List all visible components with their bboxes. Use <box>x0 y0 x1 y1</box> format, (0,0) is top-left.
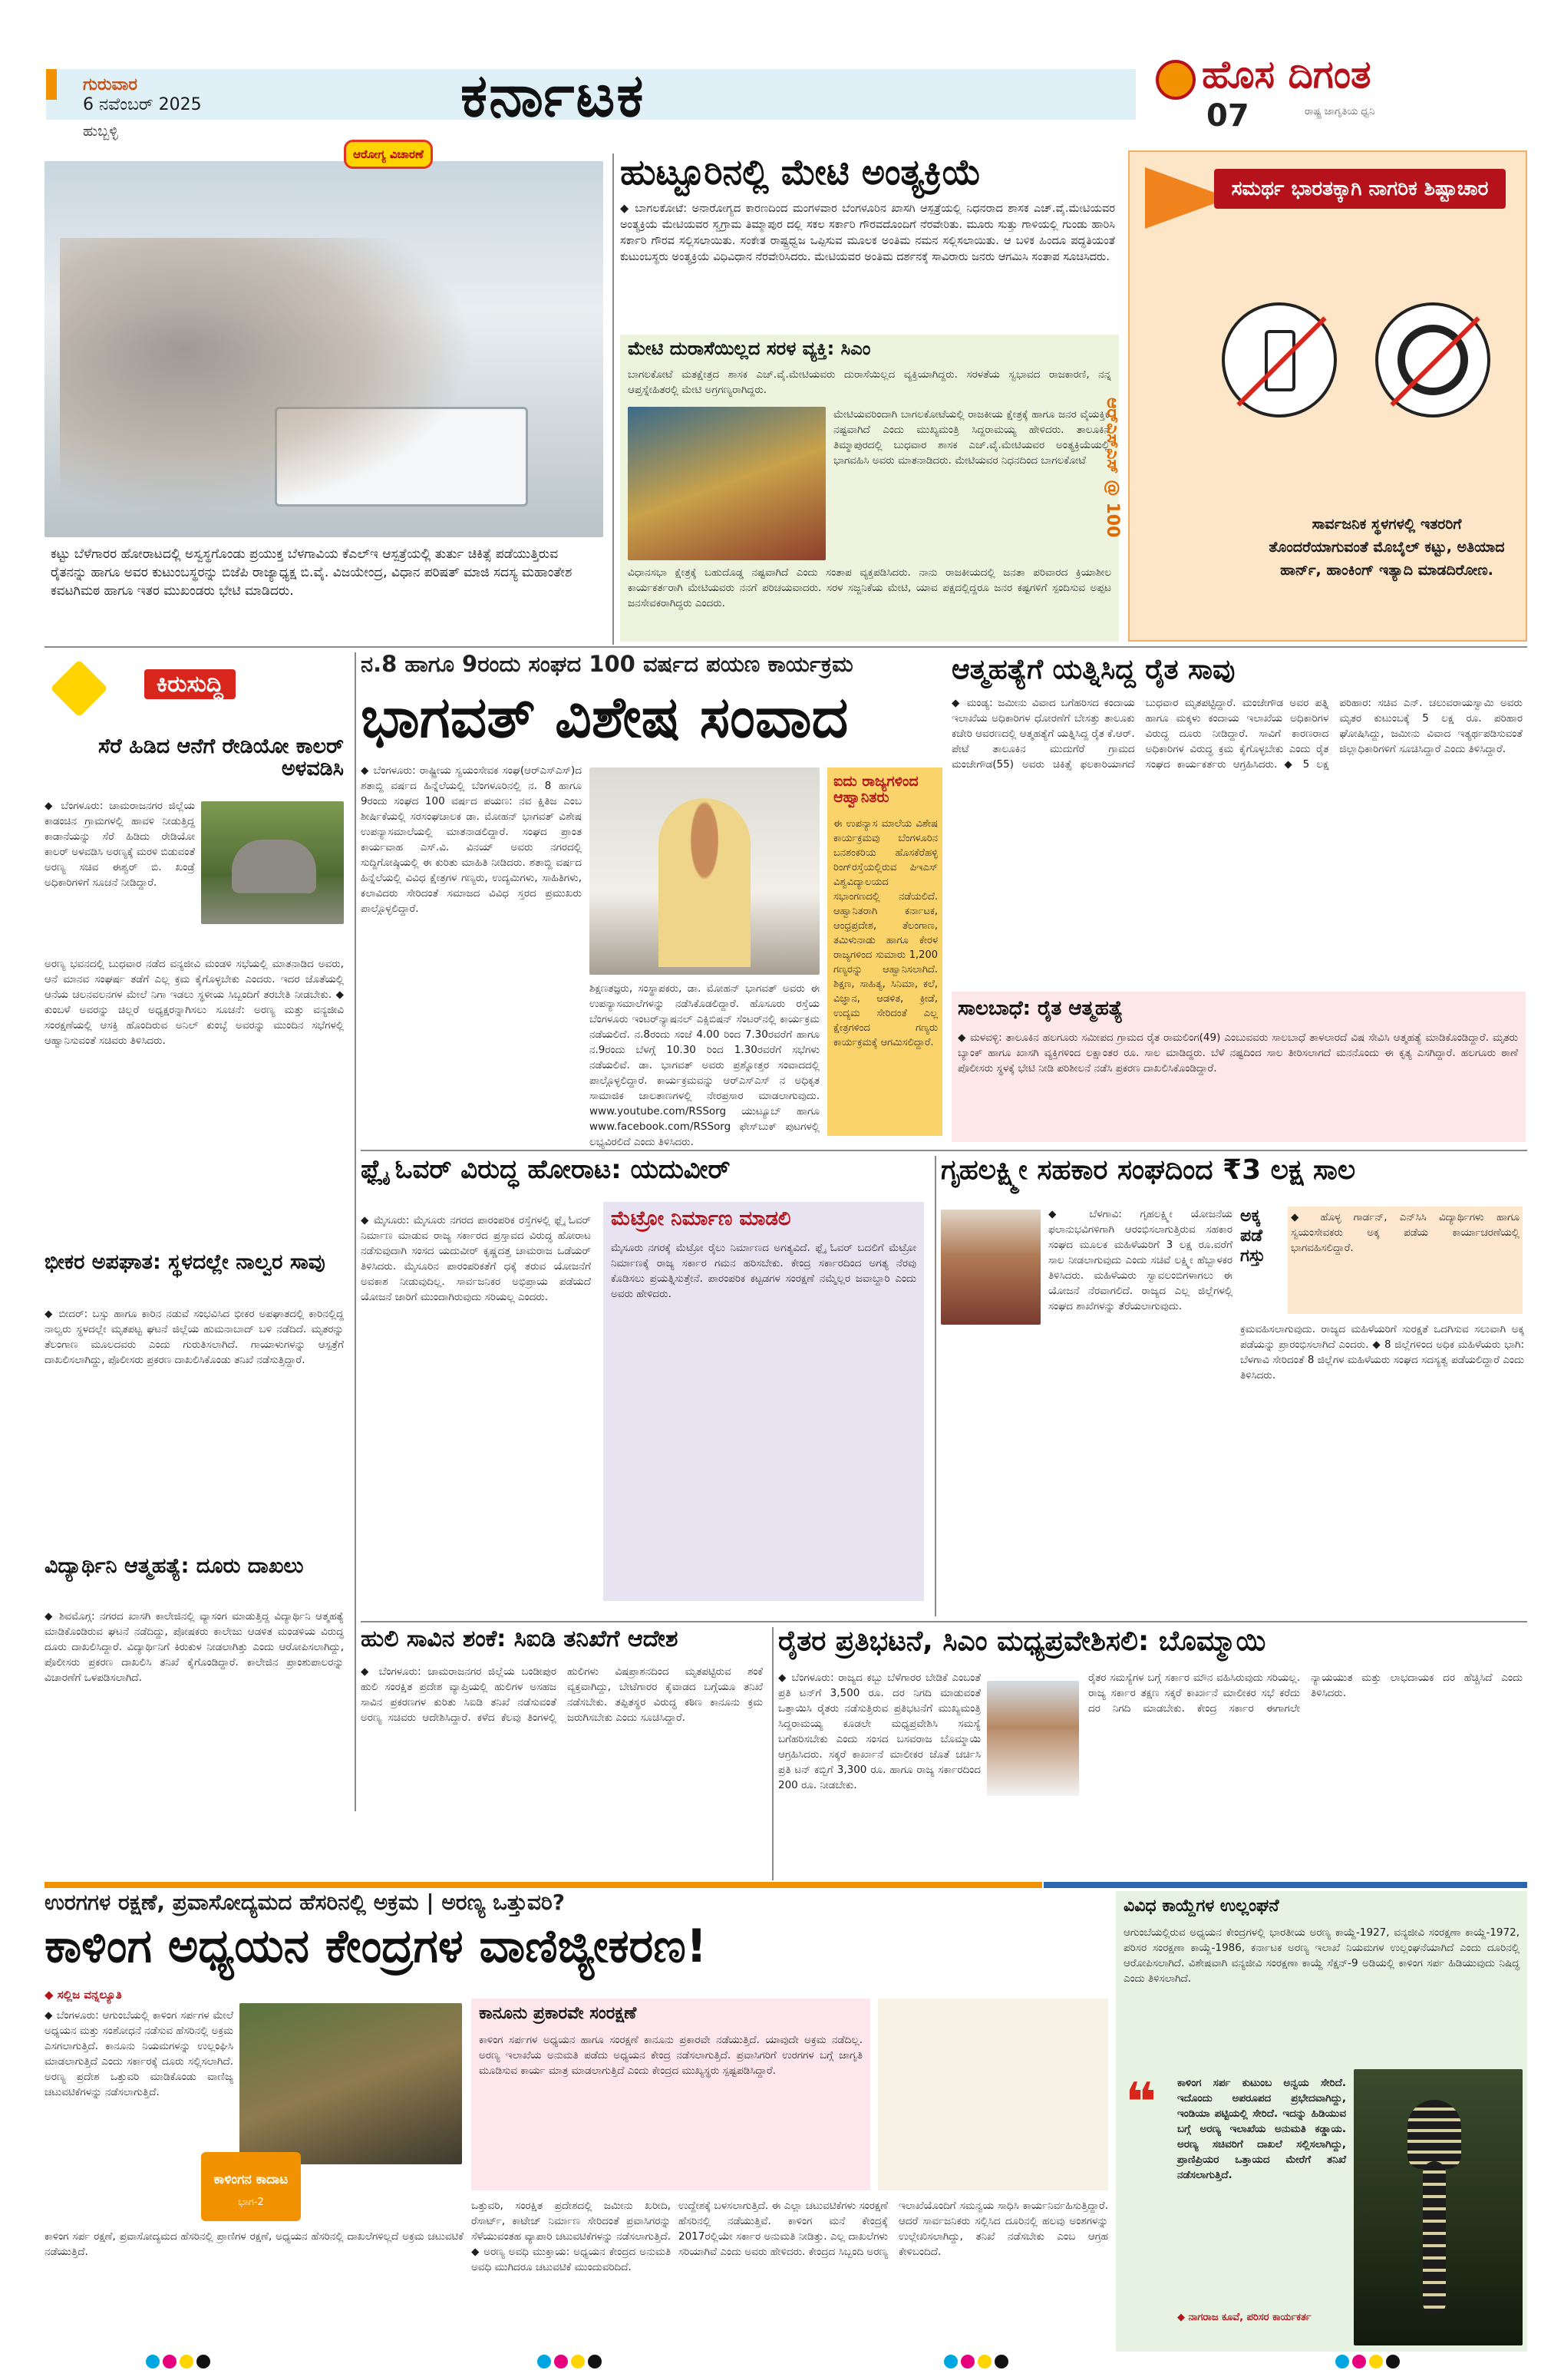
cobra-col2: ಒತ್ತುವರಿ, ಸಂರಕ್ಷಿತ ಪ್ರದೇಶದಲ್ಲಿ ಜಮೀನು ಖರೀದಿ, ರೆಸಾರ್ಟ್, ಕಾಟೇಜ್ ನಿರ್ಮಾಣ ಸೇರಿದಂತೆ ಪ್ರವಾಸಿಗರನ್ನು ಸೆಳೆಯುವಂತಹ ವ್ಯಾಪಾರಿ ಚಟುವಟಿಕೆಗಳನ್ನು ನಡೆಸಲಾಗುತ್ತಿದೆ. ◆ ಅರಣ್ಯ ಅವಧಿ ಮುಕ್ತಾಯ: ಅಧ್ಯಯನ ಕೇಂದ್ರದ ಅನುಮತಿ ಅವಧಿ ಮುಗಿದರೂ ಚಟುವಟಿಕೆ ಮುಂದುವರಿದಿದೆ. <box>471 2200 671 2273</box>
cobra-byline: ◆ ಸಲ್ಲಿಜ ವನ್ನಲ್ಯೂತಿ <box>45 1988 122 2002</box>
registration-mark <box>537 2355 551 2368</box>
registration-mark <box>163 2355 177 2368</box>
bhagwat-col1: ◆ ಬೆಂಗಳೂರು: ರಾಷ್ಟ್ರೀಯ ಸ್ವಯಂಸೇವಕ ಸಂಘ(ಆರ್‌ಎಸ್‌ಎಸ್)ದ ಶತಾಬ್ದಿ ವರ್ಷದ ಹಿನ್ನೆಲೆಯಲ್ಲಿ ಬೆಂಗಳೂರಿನಲ್ಲಿ ನ. 8 ಹಾಗೂ 9ರಂದು ಸಂಘದ 100 ವರ್ಷದ ಪಯಣ: ನವ ಕ್ಷಿತಿಜ ಎಂಬ ಶೀರ್ಷಿಕೆಯಲ್ಲಿ ಸರಸಂಘಚಾಲಕ ಡಾ. ಮೋಹನ್ ಭಾಗವತ್ ವಿಶೇಷ ಉಪನ್ಯಾಸಮಾಲೆಯಲ್ಲಿ ಮಾತನಾಡಲಿದ್ದಾರೆ. ಸಂಘದ ಪ್ರಾಂತ ಕಾರ್ಯವಾಹ ಎಸ್.ವಿ. ವಿನಯ್ ಅವರು ನಗರದಲ್ಲಿ ಸುದ್ದಿಗೋಷ್ಠಿಯಲ್ಲಿ ಈ ಕುರಿತು ಮಾಹಿತಿ ನೀಡಿದರು. ಶತಾಬ್ದಿ ವರ್ಷದ ಹಿನ್ನೆಲೆಯಲ್ಲಿ ವಿವಿಧ ಕ್ಷೇತ್ರಗಳ ಗಣ್ಯರು, ಉದ್ಯಮಿಗಳು, ಸಾಹಿತಿಗಳು, ಕಲಾವಿದರು ಸೇರಿದಂತೆ ಸಮಾಜದ ವಿವಿಧ ಸ್ತರದ ಪ್ರಮುಖರು ಪಾಲ್ಗೊಳ್ಳಲಿದ್ದಾರೆ. <box>361 764 582 915</box>
kiru-body-1b: ಅರಣ್ಯ ಭವನದಲ್ಲಿ ಬುಧವಾರ ನಡೆದ ವನ್ಯಜೀವಿ ಮಂಡಳಿ ಸಭೆಯಲ್ಲಿ ಮಾತನಾಡಿದ ಅವರು, ಆನೆ ಮಾನವ ಸಂಘರ್ಷ ತಡೆಗೆ ಎಲ್ಲ ಕ್ರಮ ಕೈಗೊಳ್ಳಬೇಕು ಎಂದರು. ಇದರ ಜೊತೆಯಲ್ಲಿ ಆನೆಯ ಚಲನವಲನಗಳ ಮೇಲೆ ನಿಗಾ ಇಡಲು ಸ್ಥಳೀಯ ಸಿಬ್ಬಂದಿಗೆ ತರಬೇತಿ ನೀಡಬೇಕು. ◆ ಕುಂಬಳೆ ಅವರನ್ನು ಚಿಲ್ಲರೆ ಅಧ್ಯಕ್ಷರನ್ನಾಗಿಸಲು ಸೂಚನೆ: ಅರಣ್ಯ ಮತ್ತು ವನ್ಯಜೀವಿ ಸಂರಕ್ಷಣೆಯಲ್ಲಿ ಆಸಕ್ತಿ ಹೊಂದಿರುವ ಅನಿಲ್ ಕುಂಬ್ಳೆ ಅವರನ್ನು ಮುಂದಿನ ಸಭೆಗಳಲ್ಲಿ ಆಹ್ವಾನಿಸುವಂತೆ ಸಚಿವರು ತಿಳಿಸಿದರು. <box>45 958 344 1047</box>
page-number: 07 <box>1206 98 1249 134</box>
akka-pade-box <box>1240 1207 1524 1314</box>
registration-mark <box>1335 2355 1349 2368</box>
kiru-label: ಕಿರುಸುದ್ದಿ <box>144 669 236 699</box>
cobra-col4: ಉದ್ದೇಶಕ್ಕೆ ಬಳಸಲಾಗುತ್ತಿದೆ. ಈ ಎಲ್ಲಾ ಚಟುವಟಿಕೆಗಳು ಸಂರಕ್ಷಣೆ ಹೆಸರಿನಲ್ಲಿ ನಡೆಯುತ್ತಿವೆ. ಕಾಳಿಂಗ ಮನೆ ಕೇಂದ್ರಕ್ಕೆ 2017ರಲ್ಲಿಯೇ ಸರ್ಕಾರ ಅನುಮತಿ ನೀಡಿತ್ತು. ಎಲ್ಲ ದಾಖಲೆಗಳು ಸರಿಯಾಗಿವೆ ಎಂದು ಅವರು ಹೇಳಿದರು. ಕೇಂದ್ರದ ಸಿಬ್ಬಂದಿ ಅರಣ್ಯ ಇಲಾಖೆಯೊಂದಿಗೆ ಸಮನ್ವಯ ಸಾಧಿಸಿ ಕಾರ್ಯನಿರ್ವಹಿಸುತ್ತಿದ್ದಾರೆ. ಆದರೆ ಸಾರ್ವಜನಿಕರು ಸಲ್ಲಿಸಿದ ದೂರಿನಲ್ಲಿ ಹಲವು ಅಂಶಗಳನ್ನು ಉಲ್ಲೇಖಿಸಲಾಗಿದ್ದು, ತನಿಖೆ ನಡೆಸಬೇಕು ಎಂಬ ಆಗ್ರಹ ಕೇಳಿಬಂದಿದೆ. <box>678 2200 1108 2258</box>
cm-subbox <box>620 335 1119 642</box>
akka-pade-body: ◆ ಹೊಳ್ಳ ಗಾರ್ಡನ್, ಎನ್‌ಸಿಸಿ ವಿದ್ಯಾರ್ಥಿಗಳು ಹಾಗೂ ಸ್ವಯಂಸೇವಕರು ಅಕ್ಕ ಪಡೆಯ ಕಾರ್ಯಾಚರಣೆಯಲ್ಲಿ ಭಾಗವಹಿಸಲಿದ್ದಾರೆ. <box>1288 1207 1523 1314</box>
cm-sub-side: ಮೇಟಿಯವರಿಂದಾಗಿ ಬಾಗಲಕೋಟೆಯಲ್ಲಿ ರಾಜಕೀಯ ಕ್ಷೇತ್ರಕ್ಕೆ ಹಾಗೂ ಜನರ ವೈಯಕ್ತಿಕ ನಷ್ಟವಾಗಿದೆ ಎಂದು ಮುಖ್ಯಮಂತ್ರಿ ಸಿದ್ದರಾಮಯ್ಯ ಹೇಳಿದರು. ತಾಲೂಕಿನ ತಿಮ್ಮಾಪುರದಲ್ಲಿ ಬುಧವಾರ ಶಾಸಕ ಎಚ್.ವೈ.ಮೇಟಿಯವರ ಅಂತ್ಯಕ್ರಿಯೆಯಲ್ಲಿ ಭಾಗವಹಿಸಿ ಅವರು ಮಾತನಾಡಿದರು. ಮೇಟಿಯವರ ನಿಧನದಿಂದ ಬಾಗಲಕೋಟೆ <box>833 408 1110 467</box>
registration-mark <box>180 2355 193 2368</box>
protest-body-2: ರೈತರ ಸಮಸ್ಯೆಗಳ ಬಗ್ಗೆ ಸರ್ಕಾರ ಮೌನ ವಹಿಸಿರುವುದು ಸರಿಯಲ್ಲ. ರಾಜ್ಯ ಸರ್ಕಾರ ತಕ್ಷಣ ಸಕ್ಕರೆ ಕಾರ್ಖಾನೆ ಮಾಲೀಕರ ಸಭೆ ಕರೆದು ದರ ನಿಗದಿ ಮಾಡಬೇಕು. ಕೇಂದ್ರ ಸರ್ಕಾರ ಈಗಾಗಲೇ ನ್ಯಾಯಯುತ ಮತ್ತು ಲಾಭದಾಯಕ ದರ ಹೆಚ್ಚಿಸಿದೆ ಎಂದು ತಿಳಿಸಿದರು. <box>1088 1672 1523 1715</box>
cobra-body-shape <box>1423 2161 1446 2315</box>
registration-mark <box>1352 2355 1366 2368</box>
farmer-death-body: ◆ ಮಂಡ್ಯ: ಜಮೀನು ವಿವಾದ ಬಗೆಹರಿಸದ ಕಂದಾಯ ಇಲಾಖೆಯ ಅಧಿಕಾರಿಗಳ ಧೋರಣೆಗೆ ಬೇಸತ್ತು ತಾಲೂಕು ಕಚೇರಿ ಆವರಣದಲ್ಲಿ ಆತ್ಮಹತ್ಯೆಗೆ ಯತ್ನಿಸಿದ್ದ ರೈತ ಕೆ.ಆರ್. ಪೇಟೆ ತಾಲೂಕಿನ ಮುದುಗೆರೆ ಗ್ರಾಮದ ಮಂಜೇಗೌಡ(55) ಅವರು ಚಿಕಿತ್ಸೆ ಫಲಕಾರಿಯಾಗದೆ ಬುಧವಾರ ಮೃತಪಟ್ಟಿದ್ದಾರೆ. ಮಂಜೇಗೌಡ ಅವರ ಪತ್ನಿ ಹಾಗೂ ಮಕ್ಕಳು ಕಂದಾಯ ಇಲಾಖೆಯ ಅಧಿಕಾರಿಗಳ ವಿರುದ್ಧ ದೂರು ನೀಡಿದ್ದಾರೆ. ಸಾವಿಗೆ ಕಾರಣರಾದ ಅಧಿಕಾರಿಗಳ ವಿರುದ್ಧ ಕ್ರಮ ಕೈಗೊಳ್ಳಬೇಕು ಎಂದು ರೈತ ಸಂಘದ ಕಾರ್ಯಕರ್ತರು ಆಗ್ರಹಿಸಿದರು. ◆ 5 ಲಕ್ಷ ಪರಿಹಾರ: ಸಚಿವ ಎನ್. ಚಲುವರಾಯಸ್ವಾಮಿ ಅವರು ಮೃತರ ಕುಟುಂಬಕ್ಕೆ 5 ಲಕ್ಷ ರೂ. ಪರಿಹಾರ ಘೋಷಿಸಿದ್ದು, ಜಮೀನು ವಿವಾದ ಇತ್ಯರ್ಥಪಡಿಸುವಂತೆ ಜಿಲ್ಲಾಧಿಕಾರಿಗಳಿಗೆ ಸೂಚಿಸಿದ್ದಾರೆ ಎಂದು ತಿಳಿಸಿದ್ದಾರೆ. <box>952 697 1523 771</box>
masthead-city: ಹುಬ್ಬಳ್ಳಿ <box>83 123 118 140</box>
kiru-headline-2: ಭೀಕರ ಅಪಘಾತ: ಸ್ಥಳದಲ್ಲೇ ನಾಲ್ವರ ಸಾವು <box>45 1250 325 1274</box>
laws-violation-body: ಆಗುಂಬೆಯಲ್ಲಿರುವ ಅಧ್ಯಯನ ಕೇಂದ್ರಗಳಲ್ಲಿ ಭಾರತೀಯ ಅರಣ್ಯ ಕಾಯ್ದೆ-1927, ವನ್ಯಜೀವಿ ಸಂರಕ್ಷಣಾ ಕಾಯ್ದೆ-1972, ಪರಿಸರ ಸಂರಕ್ಷಣಾ ಕಾಯ್ದೆ-1986, ಕರ್ನಾಟಕ ಅರಣ್ಯ ಇಲಾಖೆ ನಿಯಮಗಳ ಉಲ್ಲಂಘನೆಯಾಗಿದೆ ಎಂದು ದೂರಿನಲ್ಲಿ ಆರೋಪಿಸಲಾಗಿದೆ. ವಿಶೇಷವಾಗಿ ವನ್ಯಜೀವಿ ಸಂರಕ್ಷಣಾ ಕಾಯ್ದೆ ಸೆಕ್ಷನ್-9 ಅಡಿಯಲ್ಲಿ ಕಾಳಿಂಗ ಸರ್ಪ ಹಿಡಿಯುವುದು ನಿಷಿದ್ಧ ಎಂದು ತಿಳಿಸಲಾಗಿದೆ. <box>1124 1926 1520 1985</box>
cobra-quote-by: ◆ ನಾಗರಾಜ ಕೂವೆ, ಪರಿಸರ ಕಾರ್ಯಕರ್ತ <box>1177 2312 1312 2323</box>
cobra-ribbon <box>201 2152 301 2221</box>
loan-sub-body: ◆ ಮಳವಳ್ಳಿ: ತಾಲೂಕಿನ ಹಲಗೂರು ಸಮೀಪದ ಗ್ರಾಮದ ರೈತ ರಾಮಲಿಂಗ(49) ಎಂಬುವವರು ಸಾಲಬಾಧೆ ತಾಳಲಾರದೆ ವಿಷ ಸೇವಿಸಿ ಆತ್ಮಹತ್ಯೆ ಮಾಡಿಕೊಂಡಿದ್ದಾರೆ. ಮೃತರು ಬ್ಯಾಂಕ್ ಹಾಗೂ ಖಾಸಗಿ ವ್ಯಕ್ತಿಗಳಿಂದ ಲಕ್ಷಾಂತರ ರೂ. ಸಾಲ ಮಾಡಿದ್ದರು. ಬೆಳೆ ನಷ್ಟದಿಂದ ಸಾಲ ತೀರಿಸಲಾಗದೆ ಮನನೊಂದು ಈ ಕೃತ್ಯ ಎಸಗಿದ್ದಾರೆ. ಹಲಗೂರು ಠಾಣೆ ಪೊಲೀಸರು ಸ್ಥಳಕ್ಕೆ ಭೇಟಿ ನೀಡಿ ಪರಿಶೀಲನೆ ನಡೆಸಿ ಪ್ರಕರಣ ದಾಖಲಿಸಿಕೊಂಡಿದ್ದಾರೆ. <box>958 1032 1518 1074</box>
masthead-date: 6 ನವೆಂಬರ್ 2025 <box>83 95 202 114</box>
minister-photo <box>941 1210 1041 1325</box>
divider <box>45 646 1527 648</box>
tiger-body: ◆ ಬೆಂಗಳೂರು: ಚಾಮರಾಜನಗರ ಜಿಲ್ಲೆಯ ಬಂಡೀಪುರ ಹುಲಿ ಸಂರಕ್ಷಿತ ಪ್ರದೇಶ ವ್ಯಾಪ್ತಿಯಲ್ಲಿ ಹುಲಿಗಳ ಅಸಹಜ ಸಾವಿನ ಪ್ರಕರಣಗಳ ಕುರಿತು ಸಿಐಡಿ ತನಿಖೆ ನಡೆಸುವಂತೆ ಅರಣ್ಯ ಸಚಿವರು ಆದೇಶಿಸಿದ್ದಾರೆ. ಕಳೆದ ಕೆಲವು ತಿಂಗಳಲ್ಲಿ ಹುಲಿಗಳು ವಿಷಪ್ರಾಶನದಿಂದ ಮೃತಪಟ್ಟಿರುವ ಶಂಕೆ ವ್ಯಕ್ತವಾಗಿದ್ದು, ಬೇಟೆಗಾರರ ಕೈವಾಡದ ಬಗ್ಗೆಯೂ ತನಿಖೆ ನಡೆಸಬೇಕು. ತಪ್ಪಿತಸ್ಥರ ವಿರುದ್ಧ ಕಠಿಣ ಕಾನೂನು ಕ್ರಮ ಜರುಗಿಸಬೇಕು ಎಂದು ಸೂಚಿಸಿದ್ದಾರೆ. <box>361 1665 763 1724</box>
funeral-photo <box>628 407 826 560</box>
registration-mark <box>1386 2355 1400 2368</box>
metro-box-body: ಮೈಸೂರು ನಗರಕ್ಕೆ ಮೆಟ್ರೋ ರೈಲು ನಿರ್ಮಾಣದ ಅಗತ್ಯವಿದೆ. ಫ್ಲೈ ಓವರ್ ಬದಲಿಗೆ ಮೆಟ್ರೋ ನಿರ್ಮಾಣಕ್ಕೆ ರಾಜ್ಯ ಸರ್ಕಾರ ಗಮನ ಹರಿಸಬೇಕು. ಕೇಂದ್ರ ಸರ್ಕಾರದಿಂದ ಅಗತ್ಯ ನೆರವು ಕೊಡಿಸಲು ಪ್ರಯತ್ನಿಸುತ್ತೇನೆ. ಪಾರಂಪರಿಕ ಕಟ್ಟಡಗಳ ಸಂರಕ್ಷಣೆ ನಮ್ಮೆಲ್ಲರ ಜವಾಬ್ದಾರಿ ಎಂದು ಅವರು ಹೇಳಿದರು. <box>611 1242 916 1300</box>
laws-violation-box <box>1116 1891 1527 2352</box>
tiger-story <box>361 1627 767 1880</box>
cm-sub-headline: ಮೇಟಿ ದುರಾಸೆಯಿಲ್ಲದ ಸರಳ ವ್ಯಕ್ತಿ: ಸಿಎಂ <box>628 338 871 359</box>
kiru-body-1: ◆ ಬೆಂಗಳೂರು: ಚಾಮರಾಜನಗರ ಜಿಲ್ಲೆಯ ಕಾಡಂಚಿನ ಗ್ರಾಮಗಳಲ್ಲಿ ಹಾವಳಿ ನೀಡುತ್ತಿದ್ದ ಕಾಡಾನೆಯನ್ನು ಸೆರೆ ಹಿಡಿದು ರೇಡಿಯೋ ಕಾಲರ್ ಅಳವಡಿಸಿ ಅರಣ್ಯಕ್ಕೆ ಮರಳಿ ಬಿಡುವಂತೆ ಅರಣ್ಯ ಸಚಿವ ಈಶ್ವರ್ ಬಿ. ಖಂಡ್ರೆ ಅಧಿಕಾರಿಗಳಿಗೆ ಸೂಚನೆ ನೀಡಿದ್ದಾರೆ. <box>45 800 195 889</box>
quote-mark-icon: ❝ <box>1125 2071 1157 2134</box>
health-inquiry-badge: ಆರೋಗ್ಯ ವಿಚಾರಣೆ <box>344 140 433 169</box>
registration-mark <box>961 2355 975 2368</box>
section-band <box>45 1882 1042 1888</box>
no-horn-icon <box>1375 302 1490 418</box>
protest-body: ◆ ಬೆಂಗಳೂರು: ರಾಜ್ಯದ ಕಬ್ಬು ಬೆಳೆಗಾರರ ಬೇಡಿಕೆ ಎಂಬಂತೆ ಪ್ರತಿ ಟನ್‌ಗೆ 3,500 ರೂ. ದರ ನಿಗದಿ ಮಾಡುವಂತೆ ಒತ್ತಾಯಿಸಿ ರೈತರು ನಡೆಸುತ್ತಿರುವ ಪ್ರತಿಭಟನೆಗೆ ಮುಖ್ಯಮಂತ್ರಿ ಸಿದ್ದರಾಮಯ್ಯ ಕೂಡಲೇ ಮಧ್ಯಪ್ರವೇಶಿಸಿ ಸಮಸ್ಯೆ ಬಗೆಹರಿಸಬೇಕು ಎಂದು ಸಂಸದ ಬಸವರಾಜ ಬೊಮ್ಮಾಯಿ ಆಗ್ರಹಿಸಿದರು. ಸಕ್ಕರೆ ಕಾರ್ಖಾನೆ ಮಾಲೀಕರ ಜೊತೆ ಚರ್ಚಿಸಿ ಪ್ರತಿ ಟನ್ ಕಬ್ಬಿಗೆ 3,300 ರೂ. ಹಾಗೂ ರಾಜ್ಯ ಸರ್ಕಾರದಿಂದ 200 ರೂ. ನೀಡಬೇಕು. <box>778 1672 981 1791</box>
section-band <box>1044 1882 1527 1888</box>
registration-mark <box>571 2355 585 2368</box>
registration-mark <box>995 2355 1008 2368</box>
cobra-headline: ಕಾಳಿಂಗ ಅಧ್ಯಯನ ಕೇಂದ್ರಗಳ ವಾಣಿಜ್ಯೀಕರಣ! <box>45 1920 708 1973</box>
registration-mark <box>146 2355 160 2368</box>
divider <box>361 1150 1527 1151</box>
civic-message: ಸಾರ್ವಜನಿಕ ಸ್ಥಳಗಳಲ್ಲಿ ಇತರರಿಗೆ ತೊಂದರೆಯಾಗುವಂತೆ ಮೊಬೈಲ್ ಕಟ್ಟು, ಅತಿಯಾದ ಹಾರ್ನ್, ಹಾಂಕಿಂಗ್ ಇತ್ಯಾದಿ ಮಾಡದಿರೋಣ. <box>1269 516 1505 579</box>
divider <box>772 1627 774 1880</box>
civic-etiquette-ad <box>1103 150 1527 642</box>
gruhalakshmi-story <box>941 1156 1527 1616</box>
bommai-photo <box>987 1681 1079 1796</box>
kiru-headline-3: ವಿದ್ಯಾರ್ಥಿನಿ ಆತ್ಮಹತ್ಯೆ: ದೂರು ದಾಖಲು <box>45 1554 304 1578</box>
loan-sub-headline: ಸಾಲಬಾಧೆ: ರೈತ ಆತ್ಮಹತ್ಯೆ <box>958 997 1124 1020</box>
metro-box-title: ಮೆಟ್ರೋ ನಿರ್ಮಾಣ ಮಾಡಲಿ <box>611 1207 791 1230</box>
metro-box <box>603 1202 924 1601</box>
kiru-headline-1: ಸೆರೆ ಹಿಡಿದ ಆನೆಗೆ ರೇಡಿಯೋ ಕಾಲರ್ ಅಳವಡಿಸಿ <box>97 734 344 781</box>
hutturu-headline: ಹುಟ್ಟೂರಿನಲ್ಲಿ ಮೇಟಿ ಅಂತ್ಯಕ್ರಿಯೆ <box>620 151 982 193</box>
cobra-ribbon-label: ಕಾಳಿಂಗನ ಕಾದಾಟ <box>213 2172 289 2187</box>
hutturu-body: ◆ ಬಾಗಲಕೋಟೆ: ಅನಾರೋಗ್ಯದ ಕಾರಣದಿಂದ ಮಂಗಳವಾರ ಬೆಂಗಳೂರಿನ ಖಾಸಗಿ ಆಸ್ಪತ್ರೆಯಲ್ಲಿ ನಿಧನರಾದ ಶಾಸಕ ಎಚ್.ವೈ.ಮೇಟಿಯವರ ಅಂತ್ಯಕ್ರಿಯೆ ಮೇಟಿಯವರ ಸ್ವಗ್ರಾಮ ತಿಮ್ಮಾಪುರ ದಲ್ಲಿ ಸಕಲ ಸರ್ಕಾರಿ ಗೌರವದೊಂದಿಗೆ ನೆರವೇರಿತು. ಮೂರು ಸುತ್ತು ಗಾಳಿಯಲ್ಲಿ ಗುಂಡು ಹಾರಿಸಿ ಸರ್ಕಾರಿ ಗೌರವ ಸಲ್ಲಿಸಲಾಯಿತು. ಸಂಕೇತ ರಾಷ್ಟ್ರಧ್ವಜ ಒಪ್ಪಿಸುವ ಮೂಲಕ ಅಂತಿಮ ನಮನ ಸಲ್ಲಿಸಲಾಯಿತು. ಆ ಬಳಿಕ ಹಿಂದೂ ಪದ್ಧತಿಯಂತೆ ಕುಟುಂಬಸ್ಥರು ಅಂತ್ಯಕ್ರಿಯೆ ವಿಧಿವಿಧಾನ ನೆರವೇರಿಸಿದರು. ಮೇಟಿಯವರ ಅಂತಿಮ ದರ್ಶನಕ್ಕೆ ಸಾವಿರಾರು ಜನರು ಆಗಮಿಸಿ ಸಂತಾಪ ಸೂಚಿಸಿದರು. <box>620 203 1115 263</box>
cobra-body: ◆ ಬೆಂಗಳೂರು: ಆಗುಂಬೆಯಲ್ಲಿ ಕಾಳಿಂಗ ಸರ್ಪಗಳ ಮೇಲೆ ಅಧ್ಯಯನ ಮತ್ತು ಸಂಶೋಧನೆ ನಡೆಸುವ ಹೆಸರಿನಲ್ಲಿ ಅಕ್ರಮ ಎಸಗಲಾಗುತ್ತಿದೆ. ಕಾನೂನು ನಿಯಮಗಳನ್ನು ಉಲ್ಲಂಘಿಸಿ ಮಾಡಲಾಗುತ್ತಿದೆ ಎಂದು ಸರ್ಕಾರಕ್ಕೆ ದೂರು ಸಲ್ಲಿಸಲಾಗಿದೆ. ಅರಣ್ಯ ಪ್ರದೇಶ ಒತ್ತುವರಿ ಮಾಡಿಕೊಂಡು ವಾಣಿಜ್ಯ ಚಟುವಟಿಕೆಗಳನ್ನು ನಡೆಸಲಾಗುತ್ತಿದೆ. <box>45 2009 233 2098</box>
cobra-hood-shape <box>1407 2100 1461 2169</box>
cobra-handler-photo <box>239 2003 462 2164</box>
hutturu-story <box>620 153 1119 645</box>
kiru-body-2: ◆ ಬೀದರ್: ಬಸ್ಸು ಹಾಗೂ ಕಾರಿನ ನಡುವೆ ಸಂಭವಿಸಿದ ಭೀಕರ ಅಪಘಾತದಲ್ಲಿ ಕಾರಿನಲ್ಲಿದ್ದ ನಾಲ್ವರು ಸ್ಥಳದಲ್ಲೇ ಮೃತಪಟ್ಟ ಘಟನೆ ಜಿಲ್ಲೆಯ ಹುಮನಾಬಾದ್ ಬಳಿ ನಡೆದಿದೆ. ಮೃತರನ್ನು ತೆಲಂಗಾಣ ಮೂಲದವರು ಎಂದು ಗುರುತಿಸಲಾಗಿದೆ. ಗಾಯಾಳುಗಳನ್ನು ಆಸ್ಪತ್ರೆಗೆ ದಾಖಲಿಸಲಾಗಿದ್ದು, ಪೊಲೀಸರು ಪ್ರಕರಣ ದಾಖಲಿಸಿಕೊಂಡು ತನಿಖೆ ನಡೆಸುತ್ತಿದ್ದಾರೆ. <box>45 1308 344 1366</box>
bhagwat-col2: ಶಿಕ್ಷಣತಜ್ಞರು, ಸಂಸ್ಥಾಪಕರು, ಡಾ. ಮೋಹನ್ ಭಾಗವತ್ ಅವರು ಈ ಉಪನ್ಯಾಸಮಾಲೆಗಳನ್ನು ನಡೆಸಿಕೊಡಲಿದ್ದಾರೆ. ಹೊಸೂರು ರಸ್ತೆಯ ಬೆಂಗಳೂರು ಇಂಟರ್‌ನ್ಯಾಷನಲ್ ಎಕ್ಸಿಬಿಷನ್ ಸೆಂಟರ್‌ನಲ್ಲಿ ಕಾರ್ಯಕ್ರಮ ನಡೆಯಲಿದೆ. ನ.8ರಂದು ಸಂಜೆ 4.00 ರಿಂದ 7.30ರವರೆಗೆ ಹಾಗೂ ನ.9ರಂದು ಬೆಳಗ್ಗೆ 10.30 ರಿಂದ 1.30ರವರೆಗೆ ಸಭೆಗಳು ನಡೆಯಲಿವೆ. ಡಾ. ಭಾಗವತ್ ಅವರು ಪ್ರಶ್ನೋತ್ತರ ಸಂವಾದದಲ್ಲಿ ಪಾಲ್ಗೊಳ್ಳಲಿದ್ದಾರೆ. ಕಾರ್ಯಕ್ರಮವನ್ನು ಆರ್‌ಎಸ್‌ಎಸ್ ನ ಅಧಿಕೃತ ಸಾಮಾಜಿಕ ಜಾಲತಾಣಗಳಲ್ಲಿ ನೇರಪ್ರಸಾರ ಮಾಡಲಾಗುವುದು. www.youtube.com/RSSorg ಯುಟ್ಯೂಬ್ ಹಾಗೂ www.facebook.com/RSSorg ಫೇಸ್‌ಬುಕ್ ಪುಟಗಳಲ್ಲಿ ಲಭ್ಯವಿರಲಿದೆ ಎಂದು ತಿಳಿಸಿದರು. <box>589 982 820 1148</box>
no-phone-icon <box>1222 302 1337 418</box>
registration-mark <box>1369 2355 1383 2368</box>
elephant-shape <box>232 840 316 893</box>
akka-pade-label: ಅಕ್ಕ ಪಡೆ ಗಸ್ತು <box>1240 1207 1265 1266</box>
cobra-quote: ಕಾಳಿಂಗ ಸರ್ಪ ಕುಟುಂಬ ಅನ್ವಯ ಸೇರಿದೆ. ಇದೊಂದು ಅಪರೂಪದ ಪ್ರಭೇದವಾಗಿದ್ದು, ಇಂಡಿಯಾ ಪಟ್ಟಿಯಲ್ಲಿ ಸೇರಿದೆ. ಇದನ್ನು ಹಿಡಿಯುವ ಬಗ್ಗೆ ಅರಣ್ಯ ಇಲಾಖೆಯ ಅನುಮತಿ ಕಡ್ಡಾಯ. ಅರಣ್ಯ ಸಚಿವರಿಗೆ ದಾಖಲೆ ಸಲ್ಲಿಸಲಾಗಿದ್ದು, ಪ್ರಾಣಿಪ್ರಿಯರ ಒತ್ತಾಯದ ಮೇರೆಗೆ ತನಿಖೆ ನಡೆಸಲಾಗುತ್ತಿದೆ. <box>1177 2077 1346 2181</box>
speaker-shape <box>658 798 751 967</box>
king-cobra-story <box>45 1891 1527 2352</box>
laws-violation-title: ವಿವಿಧ ಕಾಯ್ದೆಗಳ ಉಲ್ಲಂಘನೆ <box>1124 1896 1279 1916</box>
masthead <box>0 0 1541 161</box>
section-title: ಕರ್ನಾಟಕ <box>460 61 645 130</box>
registration-mark <box>554 2355 568 2368</box>
cm-sub-tail: ವಿಧಾನಸಭಾ ಕ್ಷೇತ್ರಕ್ಕೆ ಬಹುದೊಡ್ಡ ನಷ್ಟವಾಗಿದೆ ಎಂದು ಸಂತಾಪ ವ್ಯಕ್ತಪಡಿಸಿದರು. ನಾನು ರಾಜಕೀಯದಲ್ಲಿ ಜನತಾ ಪರಿವಾರದ ಕ್ರಿಯಾಶೀಲ ಕಾರ್ಯಕರ್ತರಾಗಿ ಮೇಟಿಯವರು ನನಗೆ ಪರಿಚಯವಾದರು. ಸರಳ ಸಜ್ಜನಿಕೆಯ ಮೇಟಿ, ಯಾವ ಪಕ್ಷದಲ್ಲಿದ್ದರೂ ಜನರ ಕಷ್ಟಗಳಿಗೆ ಸ್ಪಂದಿಸುವ ಅಪ್ಪಟ ಜನಸೇವಕರಾಗಿದ್ದರು ಎಂದರು. <box>628 566 1111 609</box>
gruhalakshmi-body-2: ಕ್ರಮವಹಿಸಲಾಗುವುದು. ರಾಜ್ಯದ ಮಹಿಳೆಯರಿಗೆ ಸುರಕ್ಷತೆ ಒದಗಿಸುವ ಸಲುವಾಗಿ ಅಕ್ಕ ಪಡೆಯನ್ನು ಪ್ರಾರಂಭಿಸಲಾಗಿದೆ ಎಂದರು. ◆ 8 ಜಿಲ್ಲೆಗಳಿಂದ ಅಧಿಕ ಮಹಿಳೆಯರು ಭಾಗಿ: ಬೆಳಗಾವಿ ಸೇರಿದಂತೆ 8 ಜಿಲ್ಲೆಗಳ ಮಹಿಳೆಯರು ಸಂಘದ ಸದಸ್ಯತ್ವ ಪಡೆಯಲಿದ್ದಾರೆ ಎಂದು ತಿಳಿಸಿದರು. <box>1240 1323 1524 1381</box>
law-box-title: ಕಾನೂನು ಪ್ರಕಾರವೇ ಸಂರಕ್ಷಣೆ <box>479 2004 637 2023</box>
paper-name: ಹೊಸ ದಿಗಂತ <box>1202 52 1371 97</box>
cobra-col5 <box>878 1999 1108 2190</box>
bhagwat-kicker: ನ.8 ಹಾಗೂ 9ರಂದು ಸಂಘದ 100 ವರ್ಷದ ಪಯಣ ಕಾರ್ಯಕ್ರಮ <box>361 651 853 677</box>
divider <box>612 153 614 645</box>
hospital-caption: ಕಟ್ಟು ಬೆಳೆಗಾರರ ಹೋರಾಟದಲ್ಲಿ ಅಸ್ವಸ್ಥಗೊಂಡು ಪ್ರಯುಕ್ತ ಬೆಳಗಾವಿಯ ಕೆಎಲ್‌ಇ ಆಸ್ಪತ್ರೆಯಲ್ಲಿ ತುರ್ತು ಚಿಕಿತ್ಸೆ ಪಡೆಯುತ್ತಿರುವ ರೈತನನ್ನು ಹಾಗೂ ಅವರ ಕುಟುಂಬಸ್ಥರನ್ನು ಬಿಜೆಪಿ ರಾಜ್ಯಾಧ್ಯಕ್ಷ ಬಿ.ವೈ. ವಿಜಯೇಂದ್ರ, ವಿಧಾನ ಪರಿಷತ್ ಮಾಜಿ ಸದಸ್ಯ ಮಹಾಂತೇಶ ಕವಟಗಿಮಠ ಹಾಗೂ ಇತರ ಮುಖಂಡರು ಭೇಟಿ ಮಾಡಿದರು. <box>51 546 573 599</box>
invitees-body: ಈ ಉಪನ್ಯಾಸ ಮಾಲೆಯ ವಿಶೇಷ ಕಾರ್ಯಕ್ರಮವು ಬೆಂಗಳೂರಿನ ಬನಶಂಕರಿಯ ಹೊಸಕೆರೆಹಳ್ಳಿ ರಿಂಗ್‌ರಸ್ತೆಯಲ್ಲಿರುವ ಪಿಇಎಸ್ ವಿಶ್ವವಿದ್ಯಾಲಯದ ಸಭಾಂಗಣದಲ್ಲಿ ನಡೆಯಲಿದೆ. ಆಹ್ವಾನಿತರಾಗಿ ಕರ್ನಾಟಕ, ಆಂಧ್ರಪ್ರದೇಶ, ತೆಲಂಗಾಣ, ತಮಿಳುನಾಡು ಹಾಗೂ ಕೇರಳ ರಾಜ್ಯಗಳಿಂದ ಸುಮಾರು 1,200 ಗಣ್ಯರನ್ನು ಆಹ್ವಾನಿಸಲಾಗಿದೆ. ಶಿಕ್ಷಣ, ಸಾಹಿತ್ಯ, ಸಿನಿಮಾ, ಕಲೆ, ವಿಜ್ಞಾನ, ಆಡಳಿತ, ಕ್ರೀಡೆ, ಉದ್ಯಮ ಸೇರಿದಂತೆ ಎಲ್ಲ ಕ್ಷೇತ್ರಗಳಿಂದ ಗಣ್ಯರು ಕಾರ್ಯಕ್ರಮಕ್ಕೆ ಆಗಮಿಸಲಿದ್ದಾರೆ. <box>833 818 938 1048</box>
gruhalakshmi-body: ◆ ಬೆಳಗಾವಿ: ಗೃಹಲಕ್ಷ್ಮೀ ಯೋಜನೆಯ ಫಲಾನುಭವಿಗಳಿಗಾಗಿ ಆರಂಭಿಸಲಾಗುತ್ತಿರುವ ಸಹಕಾರ ಸಂಘದ ಮೂಲಕ ಮಹಿಳೆಯರಿಗೆ 3 ಲಕ್ಷ ರೂ.ವರೆಗೆ ಸಾಲ ನೀಡಲಾಗುವುದು ಎಂದು ಸಚಿವೆ ಲಕ್ಷ್ಮೀ ಹೆಬ್ಬಾಳಕರ ತಿಳಿಸಿದರು. ಮಹಿಳೆಯರು ಸ್ವಾವಲಂಬಿಗಳಾಗಲು ಈ ಯೋಜನೆ ನೆರವಾಗಲಿದೆ. ರಾಜ್ಯದ ಎಲ್ಲ ಜಿಲ್ಲೆಗಳಲ್ಲಿ ಸಂಘದ ಶಾಖೆಗಳನ್ನು ತೆರೆಯಲಾಗುವುದು. <box>1048 1208 1232 1312</box>
loan-subbox <box>952 992 1526 1142</box>
elephant-photo <box>201 801 344 924</box>
hospital-photo <box>45 161 603 537</box>
farmer-death-story <box>952 652 1527 1144</box>
people-group-shape <box>60 238 474 514</box>
registration-mark <box>196 2355 210 2368</box>
law-box-body: ಕಾಳಿಂಗ ಸರ್ಪಗಳ ಅಧ್ಯಯನ ಹಾಗೂ ಸಂರಕ್ಷಣೆ ಕಾನೂನು ಪ್ರಕಾರವೇ ನಡೆಯುತ್ತಿದೆ. ಯಾವುದೇ ಅಕ್ರಮ ನಡೆದಿಲ್ಲ. ಅರಣ್ಯ ಇಲಾಖೆಯ ಅನುಮತಿ ಪಡೆದು ಅಧ್ಯಯನ ಕೇಂದ್ರ ನಡೆಸಲಾಗುತ್ತಿದೆ. ಪ್ರವಾಸಿಗರಿಗೆ ಉರಗಗಳ ಬಗ್ಗೆ ಜಾಗೃತಿ ಮೂಡಿಸುವ ಕಾರ್ಯ ಮಾತ್ರ ಮಾಡಲಾಗುತ್ತಿದೆ ಎಂದು ಕೇಂದ್ರದ ಮುಖ್ಯಸ್ಥರು ಸ್ಪಷ್ಟಪಡಿಸಿದ್ದಾರೆ. <box>479 2034 863 2077</box>
paper-logo-box <box>1143 48 1527 140</box>
registration-mark <box>978 2355 992 2368</box>
divider <box>355 652 356 1811</box>
cobra-ribbon-sub: ಭಾಗ-2 <box>238 2197 264 2208</box>
flyover-headline: ಫ್ಲೈ ಓವರ್ ವಿರುದ್ಧ ಹೋರಾಟ: ಯದುವೀರ್ <box>361 1154 731 1185</box>
divider <box>361 1621 1527 1622</box>
invitees-title: ಐದು ರಾಜ್ಯಗಳಿಂದ ಆಹ್ವಾನಿತರು <box>833 773 919 806</box>
kiru-hand-icon <box>50 659 107 717</box>
registration-mark <box>588 2355 602 2368</box>
farmer-death-headline: ಆತ್ಮಹತ್ಯೆಗೆ ಯತ್ನಿಸಿದ್ದ ರೈತ ಸಾವು <box>952 654 1236 685</box>
kiru-body-3: ◆ ಶಿವಮೊಗ್ಗ: ನಗರದ ಖಾಸಗಿ ಕಾಲೇಜಿನಲ್ಲಿ ವ್ಯಾಸಂಗ ಮಾಡುತ್ತಿದ್ದ ವಿದ್ಯಾರ್ಥಿನಿ ಆತ್ಮಹತ್ಯೆ ಮಾಡಿಕೊಂಡಿರುವ ಘಟನೆ ನಡೆದಿದ್ದು, ಪೋಷಕರು ಕಾಲೇಜು ಆಡಳಿತ ಮಂಡಳಿಯ ವಿರುದ್ಧ ದೂರು ದಾಖಲಿಸಿದ್ದಾರೆ. ವಿದ್ಯಾರ್ಥಿನಿಗೆ ಕಿರುಕುಳ ನೀಡಲಾಗಿತ್ತು ಎಂದು ಆರೋಪಿಸಲಾಗಿದ್ದು, ಪೊಲೀಸರು ಪ್ರಕರಣ ದಾಖಲಿಸಿ ತನಿಖೆ ಕೈಗೊಂಡಿದ್ದಾರೆ. ಕಾಲೇಜಿನ ಪ್ರಾಂಶುಪಾಲರನ್ನು ವಿಚಾರಣೆಗೆ ಒಳಪಡಿಸಲಾಗಿದೆ. <box>45 1610 344 1684</box>
divider <box>935 1156 936 1616</box>
tiger-headline: ಹುಲಿ ಸಾವಿನ ಶಂಕೆ: ಸಿಐಡಿ ತನಿಖೆಗೆ ಆದೇಶ <box>361 1626 678 1652</box>
civic-title: ಸಮರ್ಥ ಭಾರತಕ್ಕಾಗಿ ನಾಗರಿಕ ಶಿಷ್ಟಾಚಾರ <box>1214 169 1506 209</box>
bhagwat-photo <box>589 767 820 975</box>
cobra-kicker: ಉರಗಗಳ ರಕ್ಷಣೆ, ಪ್ರವಾಸೋದ್ಯಮದ ಹೆಸರಿನಲ್ಲಿ ಅಕ್ರಮ | ಅರಣ್ಯ ಒತ್ತುವರಿ? <box>45 1890 566 1915</box>
protest-headline: ರೈತರ ಪ್ರತಿಭಟನೆ, ಸಿಎಂ ಮಧ್ಯಪ್ರವೇಶಿಸಲಿ: ಬೊಮ್ಮಾಯಿ <box>778 1626 1266 1657</box>
invitees-box <box>827 767 942 1136</box>
paper-tagline: ರಾಷ್ಟ್ರ ಜಾಗೃತಿಯ ಧ್ವನಿ <box>1305 106 1375 117</box>
civic-vertical-label: ಆರ್‌ಎಸ್‌ಎಸ್ @ 100 <box>1103 398 1122 538</box>
cm-sub-lead: ಬಾಗಲಕೋಟೆ ಮತಕ್ಷೇತ್ರದ ಶಾಸಕ ಎಚ್.ವೈ.ಮೇಟಿಯವರು ದುರಾಸೆಯಿಲ್ಲದ ವ್ಯಕ್ತಿಯಾಗಿದ್ದರು. ಸರಳತೆಯ ಸ್ವಭಾವದ ರಾಜಕಾರಣಿ, ನನ್ನ ಆಪ್ತಸ್ನೇಹಿತರಲ್ಲಿ ಮೇಟಿ ಅಗ್ರಗಣ್ಯರಾಗಿದ್ದರು. <box>628 368 1111 396</box>
masthead-day: ಗುರುವಾರ <box>83 75 138 94</box>
registration-mark <box>944 2355 958 2368</box>
flyover-body-a: ◆ ಮೈಸೂರು: ಮೈಸೂರು ನಗರದ ಪಾರಂಪರಿಕ ರಸ್ತೆಗಳಲ್ಲಿ ಫ್ಲೈ ಓವರ್ ನಿರ್ಮಾಣ ಮಾಡುವ ರಾಜ್ಯ ಸರ್ಕಾರದ ಪ್ರಸ್ತಾವದ ವಿರುದ್ಧ ಹೋರಾಟ ನಡೆಸುವುದಾಗಿ ಸಂಸದ ಯದುವೀರ್ ಕೃಷ್ಣದತ್ತ ಚಾಮರಾಜ ಒಡೆಯರ್ ತಿಳಿಸಿದರು. ಮೈಸೂರಿನ ಪಾರಂಪರಿಕತೆಗೆ ಧಕ್ಕೆ ತರುವ ಯೋಜನೆಗೆ ಅವಕಾಶ ನೀಡುವುದಿಲ್ಲ. ಸಾರ್ವಜನಿಕರ ಅಭಿಪ್ರಾಯ ಪಡೆಯದೆ ಯೋಜನೆ ಜಾರಿಗೆ ಮುಂದಾಗಿರುವುದು ಸರಿಯಲ್ಲ ಎಂದರು. <box>361 1214 591 1303</box>
cobra-body-2: ಕಾಳಿಂಗ ಸರ್ಪ ರಕ್ಷಣೆ, ಪ್ರವಾಸೋದ್ಯಮದ ಹೆಸರಿನಲ್ಲಿ ಪ್ರಾಣಿಗಳ ರಕ್ಷಣೆ, ಅಧ್ಯಯನ ಹೆಸರಿನಲ್ಲಿ ದಾಖಲೆಗಳಿಲ್ಲದೆ ಅಕ್ರಮ ಚಟುವಟಿಕೆ ನಡೆಯುತ್ತಿದೆ. <box>45 2230 464 2258</box>
bhagwat-headline: ಭಾಗವತ್ ವಿಶೇಷ ಸಂವಾದ <box>361 685 849 751</box>
masthead-accent <box>46 69 57 100</box>
sun-logo-icon <box>1156 60 1196 100</box>
gruhalakshmi-headline: ಗೃಹಲಕ್ಷ್ಮೀ ಸಹಕಾರ ಸಂಘದಿಂದ ₹3 ಲಕ್ಷ ಸಾಲ <box>941 1154 1356 1186</box>
law-box <box>471 1999 870 2190</box>
king-cobra-photo <box>1354 2069 1523 2345</box>
flyover-story <box>361 1156 929 1616</box>
protest-story <box>778 1627 1527 1880</box>
